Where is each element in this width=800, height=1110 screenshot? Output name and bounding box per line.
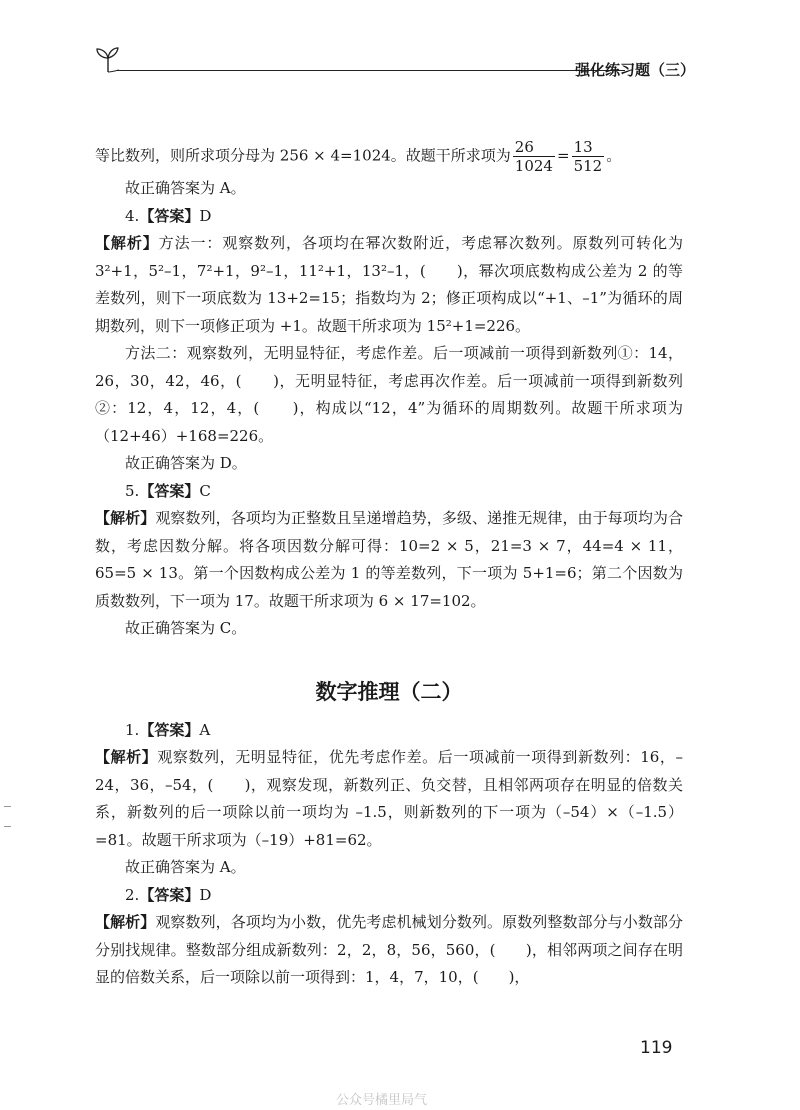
answer-value: C — [199, 481, 211, 500]
analysis-paragraph — [95, 744, 683, 854]
header-rule — [117, 70, 625, 71]
answer-line — [95, 717, 683, 745]
question-number: 2. — [125, 885, 140, 904]
paragraph: 故正确答案为 D。 — [125, 454, 247, 472]
header-title: 强化练习题（三） — [574, 61, 695, 79]
paragraph: 故正确答案为 A。 — [125, 179, 246, 197]
paragraph: 故正确答案为 A。 — [125, 858, 246, 876]
analysis-text: 方法一：观察数列，各项均在幂次数附近，考虑幂次数列。原数列可转化为 3²+1，5²–1，7²+1，9²–1，11²+1，13²–1，( )，幂次项底数构成公差为 2 的等差数列，则下一项底数为 13+2=15；指数均为 2；修正项构成以“+1、–1”为循环的周期数列，则下一项修正项为 +1。故题干所求项为 15²+1=226。 — [95, 234, 683, 335]
equals-sign: = — [556, 146, 570, 165]
question-number: 4. — [125, 206, 140, 225]
answer-line — [95, 203, 683, 231]
analysis-paragraph — [95, 505, 683, 615]
analysis-paragraph — [95, 230, 683, 340]
page-body — [95, 138, 683, 992]
analysis-text: 观察数列，各项均为正整数且呈递增趋势，多级、递推无规律，由于每项均为合数，考虑因数分解。将各项因数分解可得：10=2 × 5，21=3 × 7，44=4 × 11，65=5 × 13。第一个因数构成公差为 1 的等差数列，下一项为 5+1=6；第二个因数为质数数列，下一项为 17。故题干所求项为 6 × 17=102。 — [95, 509, 683, 610]
edge-mark — [4, 806, 11, 807]
paragraph: 方法二：观察数列，无明显特征，考虑作差。后一项减前一项得到新数列①：14，26，30，42，46，( )，无明显特征，考虑再次作差。后一项减前一项得到新数列②：12，4，12，4，( )，构成以“12，4”为循环的周期数列。故题干所求项为（12+46）+168=226。 — [95, 344, 683, 445]
fraction-denominator: 512 — [573, 157, 603, 175]
fraction — [513, 138, 555, 175]
answer-label: 【答案】 — [139, 720, 200, 739]
analysis-text: 观察数列，各项均为小数，优先考虑机械划分数列。原数列整数部分与小数部分分别找规律。整数部分组成新数列：2，2，8，56，560，( )，相邻两项之间存在明显的倍数关系，后一项除以前一项得到：1，4，7，10，( )， — [95, 913, 683, 986]
answer-label: 【答案】 — [139, 885, 200, 904]
paragraph — [95, 138, 683, 175]
answer-value: D — [199, 885, 212, 904]
edge-mark — [4, 826, 11, 827]
analysis-label: 【解析】 — [95, 748, 158, 766]
text-after: 。 — [606, 146, 622, 165]
fraction-numerator: 26 — [513, 138, 555, 157]
analysis-label: 【解析】 — [95, 509, 156, 527]
answer-value: D — [199, 206, 212, 225]
paragraph: 故正确答案为 C。 — [125, 619, 247, 637]
answer-value: A — [199, 720, 211, 739]
answer-line — [95, 478, 683, 506]
section-title: 数字推理（二） — [315, 678, 463, 704]
answer-label: 【答案】 — [139, 206, 200, 225]
fraction-numerator: 13 — [572, 138, 605, 157]
analysis-text: 观察数列，无明显特征，优先考虑作差。后一项减前一项得到新数列：16，–24，36，–54，( )，观察发现，新数列正、负交替，且相邻两项存在明显的倍数关系，新数列的后一项除以前一项均为 –1.5，则新数列的下一项为（–54）×（–1.5）=81。故题干所求项为（–19）+81=62。 — [95, 748, 683, 849]
page-header — [95, 38, 695, 78]
fraction — [572, 138, 605, 175]
answer-label: 【答案】 — [139, 481, 200, 500]
question-number: 1. — [125, 720, 140, 739]
analysis-label: 【解析】 — [95, 234, 159, 252]
text-before: 等比数列，则所求项分母为 256 × 4=1024。故题干所求项为 — [95, 146, 511, 165]
answer-line — [95, 882, 683, 910]
analysis-paragraph — [95, 909, 683, 992]
question-number: 5. — [125, 481, 140, 500]
page-number: 119 — [640, 1038, 673, 1058]
fraction-denominator: 1024 — [514, 157, 553, 175]
analysis-label: 【解析】 — [95, 913, 156, 931]
watermark-text: 公众号橘里局气 — [336, 1093, 428, 1108]
